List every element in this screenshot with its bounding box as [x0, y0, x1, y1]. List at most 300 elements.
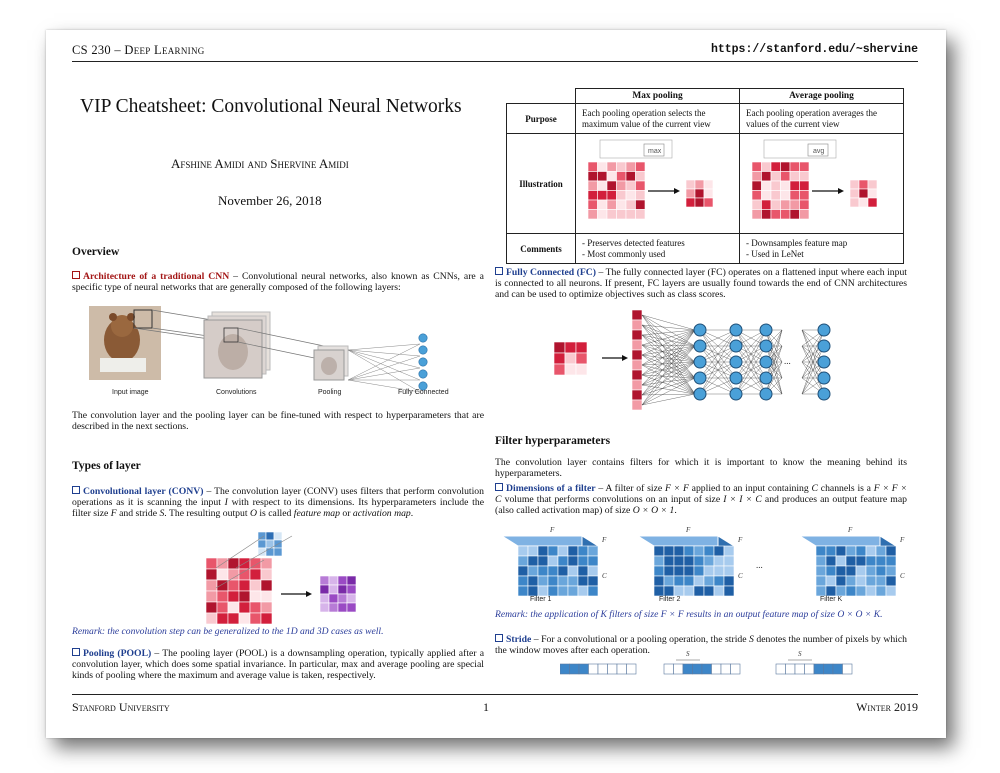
- grid-cell: [731, 664, 741, 674]
- grid-cell: [786, 664, 796, 674]
- grid-cell: [859, 189, 868, 198]
- grid-cell: [704, 566, 714, 576]
- fc-connection: [642, 346, 695, 365]
- cube-ellipsis: ...: [756, 560, 763, 570]
- grid-cell: [548, 556, 558, 566]
- grid-cell: [598, 200, 608, 210]
- grid-cell: [518, 576, 528, 586]
- grid-cell: [274, 548, 282, 556]
- grid-cell: [859, 198, 868, 207]
- grid-cell: [578, 576, 588, 586]
- grid-cell: [632, 310, 642, 320]
- grid-cell: [771, 210, 781, 220]
- fc-node: [818, 324, 830, 336]
- grid-cell: [217, 591, 228, 602]
- grid-cell: [866, 556, 876, 566]
- fc-node: [730, 324, 742, 336]
- grid-cell: [206, 569, 217, 580]
- grid-cell: [538, 556, 548, 566]
- grid-cell: [636, 191, 646, 201]
- cube-front: [654, 546, 734, 596]
- grid-cell: [702, 664, 712, 674]
- fc-node: [694, 372, 706, 384]
- grid-cell: [588, 556, 598, 566]
- grid-cell: [636, 200, 646, 210]
- grid-cell: [674, 576, 684, 586]
- grid-cell: [836, 586, 846, 596]
- overview-heading: Overview: [72, 246, 120, 258]
- grid-cell: [261, 613, 272, 624]
- fc-node: [694, 356, 706, 368]
- fc-node: [760, 372, 772, 384]
- fc-node: [730, 388, 742, 400]
- illustration-max: [576, 134, 740, 234]
- grid-cell: [876, 546, 886, 556]
- filter-cubes: [502, 526, 905, 596]
- grid-cell: [206, 558, 217, 569]
- cube-f-label: F: [686, 526, 691, 534]
- date: November 26, 2018: [218, 193, 322, 208]
- max-tag: max: [648, 148, 662, 155]
- grid-cell: [588, 546, 598, 556]
- grid-cell: [843, 664, 853, 674]
- grid-cell: [800, 162, 810, 172]
- grid-cell: [558, 556, 568, 566]
- grid-cell: [846, 556, 856, 566]
- grid-cell: [674, 546, 684, 556]
- types-heading: Types of layer: [72, 460, 141, 472]
- grid-cell: [250, 613, 261, 624]
- grid-cell: [347, 603, 356, 612]
- grid-cell: [588, 181, 598, 191]
- filters-figure: [498, 518, 908, 604]
- grid-cell: [607, 210, 617, 220]
- grid-cell: [228, 602, 239, 613]
- grid-cell: [217, 613, 228, 624]
- grid-cell: [856, 586, 866, 596]
- grid-cell: [576, 342, 587, 353]
- grid-cell: [762, 191, 772, 201]
- avg-tag: avg: [813, 148, 825, 155]
- max-pooling-figure: [582, 136, 732, 228]
- grid-cell: [626, 200, 636, 210]
- pool-title: Pooling (POOL): [72, 648, 151, 659]
- grid-cell: [868, 198, 877, 207]
- grid-cell: [239, 613, 250, 624]
- grid-cell: [347, 576, 356, 585]
- grid-cell: [826, 566, 836, 576]
- grid-cell: [548, 566, 558, 576]
- grid-cell: [568, 586, 578, 596]
- grid-cell: [250, 602, 261, 613]
- grid-cell: [856, 566, 866, 576]
- fc-connection: [642, 394, 695, 405]
- grid-cell: [800, 191, 810, 201]
- grid-cell: [664, 586, 674, 596]
- stride-paragraph: Stride – For a convolutional or a pooling operation, the stride S denotes the number of pixels by which the window moves after each operation.: [495, 634, 908, 657]
- grid-cell: [694, 556, 704, 566]
- checkbox-icon: [72, 648, 80, 656]
- grid-cell: [752, 210, 762, 220]
- grid-cell: [752, 162, 762, 172]
- grid-cell: [836, 566, 846, 576]
- grid-cell: [694, 546, 704, 556]
- grid-cell: [528, 576, 538, 586]
- comments-avg: - Downsamples feature map - Used in LeNet: [740, 234, 904, 264]
- cube-f-depth-label: F: [602, 536, 607, 544]
- grid-cell: [800, 181, 810, 191]
- grid-cell: [816, 586, 826, 596]
- grid-cell: [617, 200, 627, 210]
- checkbox-icon: [72, 271, 80, 279]
- grid-cell: [626, 162, 636, 172]
- grid-cell: [627, 664, 637, 674]
- comments-max: - Preserves detected features - Most commonly used: [576, 234, 740, 264]
- grid-cell: [626, 181, 636, 191]
- checkbox-icon: [495, 483, 503, 491]
- fc-node: [760, 340, 772, 352]
- grid-cell: [261, 602, 272, 613]
- grid-cell: [206, 613, 217, 624]
- grid-cell: [856, 546, 866, 556]
- stride-label-2: S: [798, 650, 802, 658]
- grid-cell: [721, 664, 731, 674]
- grid-cell: [548, 586, 558, 596]
- arch-title: Architecture of a traditional CNN: [72, 271, 229, 282]
- grid-cell: [588, 162, 598, 172]
- grid-cell: [714, 566, 724, 576]
- grid-cell: [636, 162, 646, 172]
- grid-cell: [781, 172, 791, 182]
- grid-cell: [836, 576, 846, 586]
- fc-node: [730, 340, 742, 352]
- grid-cell: [250, 580, 261, 591]
- grid-cell: [217, 602, 228, 613]
- grid-cell: [636, 181, 646, 191]
- grid-cell: [693, 664, 703, 674]
- label-fully-connected: Fully Connected: [398, 389, 449, 396]
- grid-cell: [617, 664, 627, 674]
- grid-cell: [704, 546, 714, 556]
- grid-cell: [568, 556, 578, 566]
- grid-cell: [554, 342, 565, 353]
- fc-connection: [642, 394, 695, 395]
- fc-node: [694, 324, 706, 336]
- header-rule: [72, 61, 918, 62]
- fc-node: [730, 372, 742, 384]
- grid-cell: [654, 566, 664, 576]
- avg-output-grid: [850, 180, 877, 207]
- grid-cell: [752, 191, 762, 201]
- grid-cell: [771, 181, 781, 191]
- grid-cell: [664, 576, 674, 586]
- grid-cell: [626, 210, 636, 220]
- grid-cell: [518, 566, 528, 576]
- grid-cell: [695, 198, 704, 207]
- authors: Afshine Amidi and Shervine Amidi: [171, 156, 349, 171]
- grid-cell: [762, 181, 772, 191]
- grid-cell: [795, 664, 805, 674]
- grid-cell: [856, 576, 866, 586]
- grid-cell: [694, 576, 704, 586]
- cube-f-depth-label: F: [900, 536, 905, 544]
- grid-cell: [518, 546, 528, 556]
- grid-cell: [886, 556, 896, 566]
- grid-cell: [588, 200, 598, 210]
- illustration-avg: [740, 134, 904, 234]
- footer-rule: [72, 694, 918, 695]
- grid-cell: [617, 162, 627, 172]
- grid-cell: [781, 200, 791, 210]
- grid-cell: [686, 189, 695, 198]
- label-convolutions: Convolutions: [216, 389, 257, 396]
- grid-cell: [607, 181, 617, 191]
- grid-cell: [239, 558, 250, 569]
- grid-cell: [846, 576, 856, 586]
- grid-cell: [790, 172, 800, 182]
- grid-cell: [714, 576, 724, 586]
- grid-cell: [548, 546, 558, 556]
- grid-cell: [826, 546, 836, 556]
- grid-cell: [598, 191, 608, 201]
- grid-cell: [538, 566, 548, 576]
- grid-cell: [565, 353, 576, 364]
- grid-cell: [320, 603, 329, 612]
- fc-node: [818, 340, 830, 352]
- fc-node: [730, 356, 742, 368]
- grid-cell: [632, 360, 642, 370]
- grid-cell: [859, 180, 868, 189]
- grid-cell: [617, 210, 627, 220]
- grid-cell: [206, 602, 217, 613]
- fc-connection: [642, 325, 695, 330]
- grid-cell: [886, 566, 896, 576]
- grid-cell: [833, 664, 843, 674]
- fc-node: [760, 324, 772, 336]
- grid-cell: [850, 189, 859, 198]
- grid-cell: [724, 576, 734, 586]
- grid-cell: [876, 566, 886, 576]
- grid-cell: [868, 189, 877, 198]
- grid-cell: [558, 566, 568, 576]
- grid-cell: [560, 664, 570, 674]
- grid-cell: [816, 566, 826, 576]
- grid-cell: [771, 162, 781, 172]
- grid-cell: [771, 191, 781, 201]
- grid-cell: [850, 198, 859, 207]
- grid-cell: [206, 580, 217, 591]
- conv-output-grid: [320, 576, 356, 612]
- footer-university: Stanford University: [72, 700, 170, 714]
- grid-cell: [347, 585, 356, 594]
- grid-cell: [320, 576, 329, 585]
- grid-cell: [598, 664, 608, 674]
- fc-node: [760, 388, 772, 400]
- grid-cell: [528, 566, 538, 576]
- grid-cell: [548, 576, 558, 586]
- grid-cell: [752, 200, 762, 210]
- checkbox-icon: [72, 486, 80, 494]
- filter-intro: The convolution layer contains filters for which it is important to know the meaning behind its hyperparameters.: [495, 457, 907, 480]
- purpose-avg: Each pooling operation averages the values of the current view: [740, 104, 904, 134]
- arch-paragraph: Architecture of a traditional CNN – Convolutional neural networks, also known as CNNs, are a specific type of neural networks that are generally composed of the following layers:: [72, 271, 484, 294]
- grid-cell: [632, 330, 642, 340]
- grid-cell: [704, 180, 713, 189]
- grid-cell: [607, 172, 617, 182]
- cnn-architecture-figure: [86, 302, 466, 402]
- grid-cell: [781, 191, 791, 201]
- grid-cell: [762, 162, 772, 172]
- grid-cell: [724, 556, 734, 566]
- fc-ellipsis: ...: [784, 356, 791, 366]
- grid-cell: [329, 603, 338, 612]
- grid-cell: [576, 364, 587, 375]
- grid-cell: [617, 181, 627, 191]
- grid-cell: [607, 162, 617, 172]
- filter-heading: Filter hyperparameters: [495, 435, 611, 447]
- grid-cell: [704, 556, 714, 566]
- fc-node: [760, 356, 772, 368]
- cube-f-depth-label: F: [738, 536, 743, 544]
- grid-cell: [695, 189, 704, 198]
- dim-paragraph: Dimensions of a filter – A filter of size F × F applied to an input containing C channels is a F × F × C volume that performs convolutions on an input of size I × I × C and produces an output feature map (also called activation map) of size O × O × 1.: [495, 483, 907, 517]
- grid-cell: [228, 613, 239, 624]
- grid-cell: [714, 556, 724, 566]
- fully-connected-nodes: [348, 334, 427, 392]
- grid-cell: [338, 585, 347, 594]
- row-illustration: Illustration: [507, 134, 576, 234]
- grid-cell: [607, 191, 617, 201]
- grid-cell: [632, 350, 642, 360]
- grid-cell: [518, 556, 528, 566]
- grid-cell: [576, 353, 587, 364]
- max-output-grid: [686, 180, 713, 207]
- grid-cell: [836, 546, 846, 556]
- grid-cell: [781, 181, 791, 191]
- grid-cell: [714, 546, 724, 556]
- label-input-image: Input image: [112, 389, 149, 396]
- cheatsheet-page: [46, 30, 946, 738]
- grid-cell: [790, 200, 800, 210]
- grid-cell: [528, 546, 538, 556]
- grid-cell: [826, 576, 836, 586]
- grid-cell: [876, 586, 886, 596]
- stride-label-1: S: [686, 650, 690, 658]
- grid-cell: [266, 532, 274, 540]
- fc-connection: [642, 330, 695, 355]
- fc-figure: [552, 306, 852, 418]
- grid-cell: [565, 342, 576, 353]
- label-pooling: Pooling: [318, 389, 342, 396]
- grid-cell: [846, 566, 856, 576]
- fc-connection: [642, 315, 695, 330]
- grid-cell: [762, 200, 772, 210]
- grid-cell: [632, 390, 642, 400]
- grid-cell: [781, 162, 791, 172]
- cube-c-label: C: [900, 572, 905, 580]
- grid-cell: [724, 546, 734, 556]
- grid-cell: [578, 586, 588, 596]
- grid-cell: [724, 586, 734, 596]
- header-url[interactable]: https://stanford.edu/~shervine: [710, 43, 918, 56]
- conv-title: Convolutional layer (CONV): [72, 486, 203, 497]
- grid-cell: [866, 566, 876, 576]
- grid-cell: [866, 546, 876, 556]
- grid-cell: [588, 566, 598, 576]
- grid-cell: [528, 586, 538, 596]
- grid-cell: [876, 576, 886, 586]
- grid-cell: [752, 172, 762, 182]
- grid-cell: [206, 591, 217, 602]
- grid-cell: [579, 664, 589, 674]
- grid-cell: [674, 586, 684, 596]
- cube-f-label: F: [848, 526, 853, 534]
- grid-cell: [714, 586, 724, 596]
- grid-cell: [674, 556, 684, 566]
- grid-cell: [598, 162, 608, 172]
- grid-cell: [814, 664, 824, 674]
- grid-cell: [816, 546, 826, 556]
- grid-cell: [771, 200, 781, 210]
- grid-cell: [261, 591, 272, 602]
- grid-cell: [239, 569, 250, 580]
- grid-cell: [558, 546, 568, 556]
- grid-cell: [589, 664, 599, 674]
- grid-cell: [800, 210, 810, 220]
- footer-term: Winter 2019: [856, 700, 918, 714]
- grid-cell: [261, 558, 272, 569]
- grid-cell: [329, 594, 338, 603]
- grid-cell: [674, 664, 684, 674]
- grid-cell: [266, 548, 274, 556]
- grid-cell: [568, 546, 578, 556]
- grid-cell: [836, 556, 846, 566]
- grid-cell: [704, 198, 713, 207]
- grid-cell: [695, 180, 704, 189]
- stride-figure: [560, 646, 860, 678]
- grid-cell: [674, 566, 684, 576]
- grid-cell: [568, 576, 578, 586]
- fc-connection: [642, 378, 695, 405]
- grid-cell: [790, 191, 800, 201]
- fc-input-grid: [554, 342, 587, 375]
- grid-cell: [228, 580, 239, 591]
- grid-cell: [558, 576, 568, 586]
- grid-cell: [790, 162, 800, 172]
- grid-cell: [856, 556, 866, 566]
- grid-cell: [664, 546, 674, 556]
- cube-front: [816, 546, 896, 596]
- grid-cell: [578, 546, 588, 556]
- grid-cell: [790, 181, 800, 191]
- grid-cell: [588, 210, 598, 220]
- grid-cell: [805, 664, 815, 674]
- grid-cell: [568, 566, 578, 576]
- grid-cell: [632, 340, 642, 350]
- grid-cell: [684, 576, 694, 586]
- avg-pooling-figure: [746, 136, 896, 228]
- grid-cell: [228, 569, 239, 580]
- fc-node: [694, 340, 706, 352]
- cube-c-label: C: [602, 572, 607, 580]
- grid-cell: [846, 546, 856, 556]
- grid-cell: [800, 200, 810, 210]
- fc-node: [818, 356, 830, 368]
- grid-cell: [258, 532, 266, 540]
- grid-cell: [684, 586, 694, 596]
- grid-cell: [704, 586, 714, 596]
- fc-connection: [642, 335, 695, 362]
